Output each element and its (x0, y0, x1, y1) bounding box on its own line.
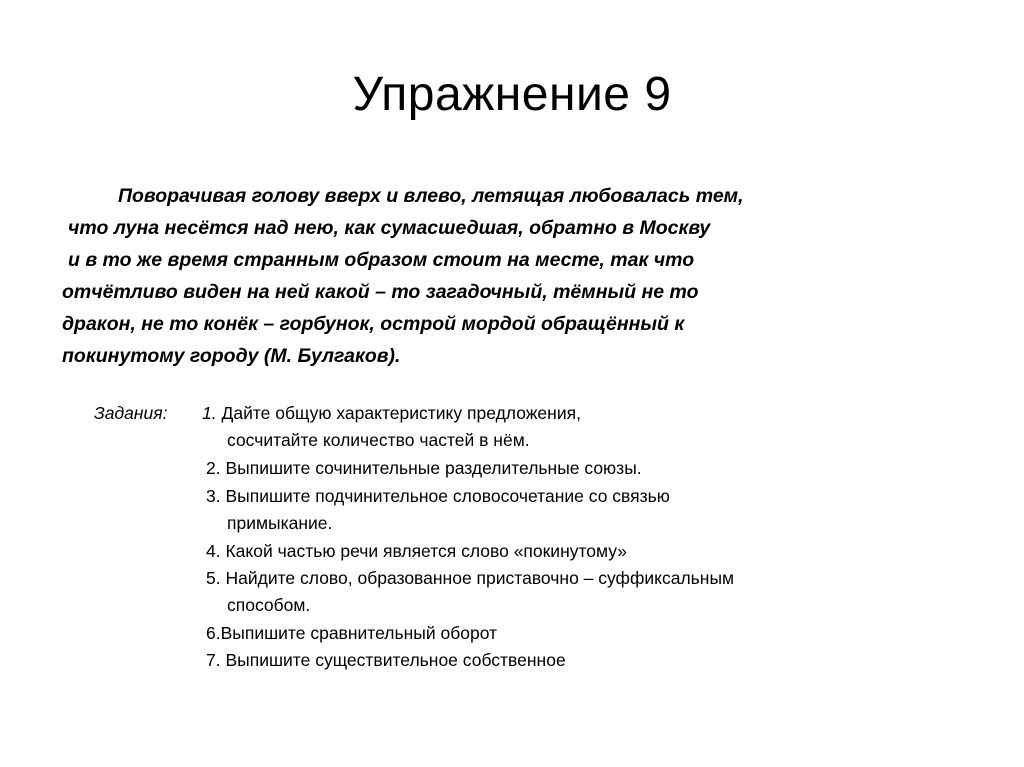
passage-line: покинутому городу (М. Булгаков). (62, 345, 401, 367)
passage-line: и в то же время странным образом стоит на месте, так что (68, 249, 695, 271)
slide-title: Упражнение 9 (352, 68, 672, 121)
passage-line: что луна несётся над нею, как сумасшедшая, обратно в Москву (68, 217, 711, 239)
task-number: 5. (206, 568, 221, 588)
task-item-3 (206, 484, 670, 508)
task-item-5 (206, 566, 734, 590)
task-number: 7. (206, 650, 221, 670)
task-continuation: сосчитайте количество частей в нём. (227, 430, 530, 450)
task-text: Выпишите существительное собственное (225, 650, 566, 670)
task-continuation: способом. (227, 595, 311, 615)
passage-line: Поворачивая голову вверх и влево, летящая любовалась тем, (118, 185, 744, 207)
task-text: Дайте общую характеристику предложения, (221, 403, 581, 423)
task-number: 3. (206, 486, 221, 506)
task-item-6 (206, 621, 497, 645)
passage-line: дракон, не то конёк – горбунок, острой мордой обращённый к (62, 313, 685, 335)
task-text: Выпишите сочинительные разделительные союзы. (225, 458, 642, 478)
task-continuation: примыкание. (227, 513, 333, 533)
task-text: Выпишите подчинительное словосочетание со связью (225, 486, 670, 506)
task-item-1 (202, 401, 581, 425)
tasks-label: Задания: (94, 403, 168, 423)
task-number: 2. (206, 458, 221, 478)
task-number: 4. (206, 541, 221, 561)
literary-passage (0, 0, 1024, 380)
task-item-4 (206, 539, 627, 563)
task-text: Найдите слово, образованное приставочно – суффиксальным (225, 568, 735, 588)
passage-line: отчётливо виден на ней какой – то загадочный, тёмный не то (62, 281, 699, 303)
task-text: Выпишите сравнительный оборот (220, 623, 498, 643)
task-item-7 (206, 648, 566, 672)
task-text: Какой частью речи является слово «покинутому» (225, 541, 627, 561)
task-number: 6. (206, 623, 221, 643)
task-item-2 (206, 456, 642, 480)
task-number: 1. (202, 403, 217, 423)
